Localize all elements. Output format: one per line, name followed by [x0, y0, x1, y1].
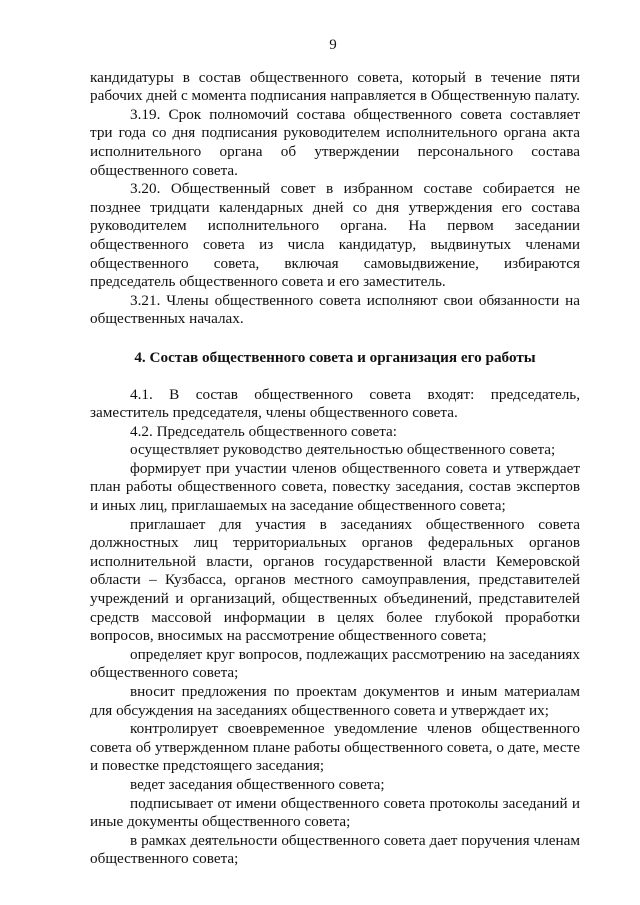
paragraph: 3.21. Члены общественного совета исполняют свои обязанности на общественных началах.	[90, 291, 580, 328]
paragraph: приглашает для участия в заседаниях общественного совета должностных лиц территориальных органов федеральных органов исполнительной власти, органов государственной власти Кемеровской области – Кузбасса, органов местного самоуправления, представителей учреждений и организаций, общественных объединений, представителей средств массовой информации в целях более глубокой проработки вопросов, вносимых на рассмотрение общественного совета;	[90, 515, 580, 645]
document-page	[90, 36, 580, 869]
paragraph: в рамках деятельности общественного совета дает поручения членам общественного совета;	[90, 831, 580, 868]
paragraph: 3.19. Срок полномочий состава общественного совета составляет три года со дня подписания руководителем исполнительного органа акта исполнительного органа об утверждении персонального состава общественного совета.	[90, 105, 580, 179]
paragraph: осуществляет руководство деятельностью общественного совета;	[130, 441, 556, 459]
section-heading: 4. Состав общественного совета и организация его работы	[134, 348, 536, 366]
paragraphs-after	[90, 386, 580, 869]
paragraphs-before	[90, 69, 580, 329]
paragraph: определяет круг вопросов, подлежащих рассмотрению на заседаниях общественного совета;	[90, 645, 580, 682]
page-number: 9	[329, 37, 337, 53]
paragraph: 4.1. В состав общественного совета входят: председатель, заместитель председателя, члены общественного совета.	[90, 385, 580, 422]
paragraph: подписывает от имени общественного совета протоколы заседаний и иные документы общественного совета;	[90, 794, 580, 831]
paragraph: 3.20. Общественный совет в избранном составе собирается не позднее тридцати календарных дней со дня утверждения его состава руководителем исполнительного органа. На первом заседании общественного совета из числа кандидатур, выдвинутых членами общественного совета, включая самовыдвижение, избираются председатель общественного совета и его заместитель.	[90, 180, 580, 291]
paragraph: вносит предложения по проектам документов и иным материалам для обсуждения на заседаниях общественного совета и утверждает их;	[90, 683, 580, 719]
paragraph: контролирует своевременное уведомление членов общественного совета об утвержденном плане работы общественного совета, о дате, месте и повестке предстоящего заседания;	[90, 720, 580, 775]
paragraph: формирует при участии членов общественного совета и утверждает план работы общественного совета, повестку заседания, состав экспертов и иных лиц, приглашаемых на заседание общественного совета;	[90, 459, 580, 515]
paragraph: кандидатуры в состав общественного совета, который в течение пяти рабочих дней с момента подписания направляется в Общественную палату.	[90, 68, 580, 105]
paragraph: 4.2. Председатель общественного совета:	[130, 422, 397, 440]
paragraph: ведет заседания общественного совета;	[130, 775, 385, 793]
